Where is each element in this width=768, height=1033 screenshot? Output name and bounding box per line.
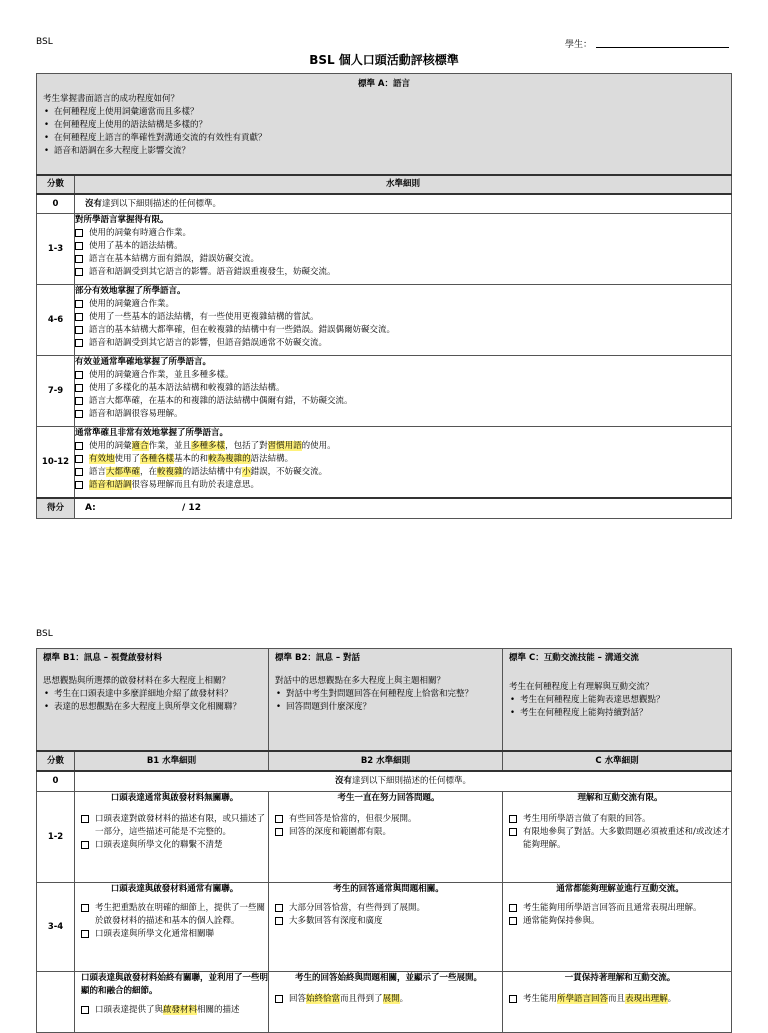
band-description [75,214,732,285]
band-title: 口頭表達與啟發材料通常有關聯。 [110,884,239,894]
descriptor: 考生用所學語言做了有限的回答。 [523,814,651,824]
band-title: 理解和互動交流有限。 [577,793,663,803]
band-description [75,194,732,214]
descriptor: 口頭表達與所學文化的聯繫不清楚 [95,840,223,850]
page2-course-code: BSL [36,629,53,639]
bullet-item: • 對話中考生對問題回答在何種程度上恰當和完整？ [286,688,496,701]
checkbox[interactable] [81,904,89,912]
checkbox[interactable] [81,841,89,849]
checkbox[interactable] [275,828,283,836]
criterion-b1-bullets [43,688,262,714]
descriptor: 語言大都準確，在較複雜的語法結構中有小錯誤，不妨礙交流。 [89,467,328,477]
criterion-b2-question: 對話中的思想觀點在多大程度上與主題相關？ [275,676,446,686]
descriptor: 語言在基本結構方面有錯誤，錯誤妨礙交流。 [89,254,260,264]
b2-band-description [269,883,503,972]
descriptor: 使用的詞彙適合作業。 [89,299,175,309]
checkbox[interactable] [75,268,83,276]
descriptor: 口頭表達提供了與啟發材料相關的描述 [95,1005,240,1015]
checkbox[interactable] [509,815,517,823]
checkbox[interactable] [275,917,283,925]
checkbox[interactable] [75,371,83,379]
criterion-b2-heading: 標準 B2：訊息 – 對話 [275,653,361,663]
band-title: 部分有效地掌握了所學語言。 [75,286,186,296]
criterion-c-question: 考生在何種程度上有理解與互動交流？ [509,682,654,692]
descriptor: 使用了多樣化的基本語法結構和較複雜的語法結構。 [89,383,285,393]
checkbox[interactable] [75,442,83,450]
col-desc-header: 水準細則 [75,175,732,194]
descriptor: 大部分回答恰當，有些得到了展開。 [289,903,426,913]
score-band: 0 [37,771,75,792]
descriptor: 語音和語調很容易理解而且有助於表達意思。 [89,480,260,490]
col-score-header: 分數 [37,175,75,194]
criterion-b2-intro [269,649,503,752]
checkbox[interactable] [81,1006,89,1014]
score-band: 10-12 [37,427,75,499]
bullet-item: • 語音和語調在多大程度上影響交流？ [54,145,725,158]
course-code: BSL [36,37,53,47]
score-band: 4-6 [37,285,75,356]
bullet-item: • 在何種程度上語言的準確性對溝通交流的有效性有貢獻？ [54,132,725,145]
descriptor: 使用的詞彙有時適合作業。 [89,228,192,238]
page-title: BSL 個人口頭活動評核標準 [309,53,459,67]
score-band: 1-3 [37,214,75,285]
criterion-a-intro [37,74,732,176]
bullet-item: • 表達的思想觀點在多大程度上與所學文化相關聯？ [54,701,262,714]
band-description [75,427,732,499]
bullet-item: • 考生在口頭表達中多麼詳細地介紹了啟發材料？ [54,688,262,701]
score-band [37,972,75,1033]
descriptor: 回答始終恰當而且得到了展開。 [289,994,409,1004]
checkbox[interactable] [509,904,517,912]
band-description [75,356,732,427]
checkbox[interactable] [75,242,83,250]
c-band-description [503,792,732,883]
lead-rest: 達到以下細則描述的任何標準。 [102,198,222,209]
checkbox[interactable] [75,300,83,308]
col-score-header: 分數 [37,751,75,771]
b2-band-description [269,972,503,1033]
band-title: 考生的回答通常與問題相關。 [333,884,444,894]
bullet-item: • 回答問題到什麼深度？ [286,701,496,714]
criterion-a-question: 考生掌握書面語言的成功程度如何？ [43,94,180,104]
total-score-field[interactable] [75,498,732,519]
criterion-c-heading: 標準 C：互動交流技能 – 溝通交流 [509,653,639,663]
descriptor: 語音和語調受到其它語言的影響。語音錯誤重複發生，妨礙交流。 [89,267,336,277]
criterion-c-intro [503,649,732,752]
descriptor: 語言的基本結構大都準確，但在較複雜的結構中有一些錯誤。錯誤偶爾妨礙交流。 [89,325,396,335]
checkbox[interactable] [75,229,83,237]
criterion-b2-bullets [275,688,496,714]
checkbox[interactable] [75,455,83,463]
checkbox[interactable] [275,815,283,823]
checkbox[interactable] [275,995,283,1003]
col-b1-header: B1 水準細則 [75,751,269,771]
total-score-label: 得分 [37,498,75,519]
descriptor: 口頭表達與所學文化通常相關聯 [95,929,215,939]
band-title: 對所學語言掌握得有限。 [75,215,169,225]
band-title: 口頭表達通常與啟發材料無關聯。 [110,793,239,803]
c-band-description [503,972,732,1033]
checkbox[interactable] [81,815,89,823]
col-b2-header: B2 水準細則 [269,751,503,771]
descriptor: 語音和語調受到其它語言的影響，但語音錯誤通常不妨礙交流。 [89,338,328,348]
mark-out-of: / 12 [182,503,201,513]
descriptor: 大多數回答有深度和廣度 [289,916,383,926]
bullet-item: • 在何種程度上使用詞彙適當而且多樣？ [54,106,725,119]
criterion-b1-heading: 標準 B1：訊息 – 視覺啟發材料 [43,653,163,663]
student-label: 學生： [565,40,593,50]
descriptor: 有些回答是恰當的，但很少展開。 [289,814,417,824]
band-title: 口頭表達與啟發材料始終有關聯，並利用了一些明顯的和融合的細節。 [81,973,269,996]
criterion-b1-intro [37,649,269,752]
criteria-b-c-table [36,648,732,1033]
lead-bold: 沒有 [85,198,103,209]
checkbox[interactable] [75,255,83,263]
descriptor: 考生能用所學語言回答而且表現出理解。 [523,994,677,1004]
lead-bold: 沒有 [334,776,352,786]
band-description [75,771,732,792]
c-band-description [503,883,732,972]
checkbox[interactable] [75,397,83,405]
score-band: 0 [37,194,75,214]
score-band: 7-9 [37,356,75,427]
checkbox[interactable] [75,326,83,334]
checkbox[interactable] [81,930,89,938]
criterion-c-bullets [509,694,725,720]
descriptor: 語音和語調很容易理解。 [89,409,183,419]
descriptor: 口頭表達對啟發材料的描述有限，或只描述了一部分，這些描述可能是不完整的。 [95,814,266,837]
band-title: 通常都能夠理解並進行互動交流。 [556,884,684,894]
criterion-a-bullets [43,106,725,158]
band-title: 考生一直在努力回答問題。 [337,793,440,803]
band-title: 通常準確且非常有效地掌握了所學語言。 [75,428,229,438]
student-name-line[interactable] [596,47,729,48]
bullet-item: • 考生在何種程度上能夠持續對話？ [520,707,725,720]
criterion-b1-question: 思想觀點與所選擇的啟發材料在多大程度上相關？ [43,676,231,686]
descriptor: 通常能夠保持參與。 [523,916,600,926]
checkbox[interactable] [75,468,83,476]
band-title: 考生的回答始終與問題相關，並顯示了一些展開。 [295,973,483,983]
descriptor: 使用了一些基本的語法結構，有一些使用更複雜結構的嘗試。 [89,312,319,322]
descriptor: 考生把重點放在明確的細節上，提供了一些關於啟發材料的描述和基本的個人詮釋。 [95,903,266,926]
bullet-item: • 在何種程度上使用的語法結構是多樣的？ [54,119,725,132]
descriptor: 有效地使用了各種各樣基本的和較為複雜的語法結構。 [89,454,294,464]
score-band: 1-2 [37,792,75,883]
checkbox[interactable] [75,339,83,347]
descriptor: 有限地參與了對話。大多數問題必須被重述和/或改述才能夠理解。 [523,827,730,850]
mark-label: A: [85,503,96,513]
col-c-header: C 水準細則 [503,751,732,771]
descriptor: 考生能夠用所學語言回答而且通常表現出理解。 [523,903,702,913]
bullet-item: • 考生在何種程度上能夠表達思想觀點？ [520,694,725,707]
lead-rest: 達到以下細則描述的任何標準。 [352,776,472,786]
checkbox[interactable] [509,995,517,1003]
descriptor: 語言大都準確，在基本的和複雜的語法結構中偶爾有錯，不妨礙交流。 [89,396,353,406]
band-title: 有效並通常準確地掌握了所學語言。 [75,357,212,367]
descriptor: 使用的詞彙適合作業，並且多種多樣。 [89,370,234,380]
descriptor: 使用的詞彙適合作業，並且多種多樣，包括了對習慣用語的使用。 [89,441,336,451]
checkbox[interactable] [75,410,83,418]
b1-band-description [75,972,269,1033]
criterion-a-heading: 標準 A：語言 [357,79,411,89]
b1-band-description [75,883,269,972]
checkbox[interactable] [509,917,517,925]
checkbox[interactable] [275,904,283,912]
descriptor: 使用了基本的語法結構。 [89,241,183,251]
checkbox[interactable] [75,313,83,321]
descriptor: 回答的深度和範圍都有限。 [289,827,392,837]
score-band: 3-4 [37,883,75,972]
band-description [75,285,732,356]
checkbox[interactable] [75,384,83,392]
b2-band-description [269,792,503,883]
b1-band-description [75,792,269,883]
band-title: 一貫保持著理解和互動交流。 [564,973,676,983]
checkbox[interactable] [75,481,83,489]
checkbox[interactable] [509,828,517,836]
criterion-a-table [36,73,732,519]
